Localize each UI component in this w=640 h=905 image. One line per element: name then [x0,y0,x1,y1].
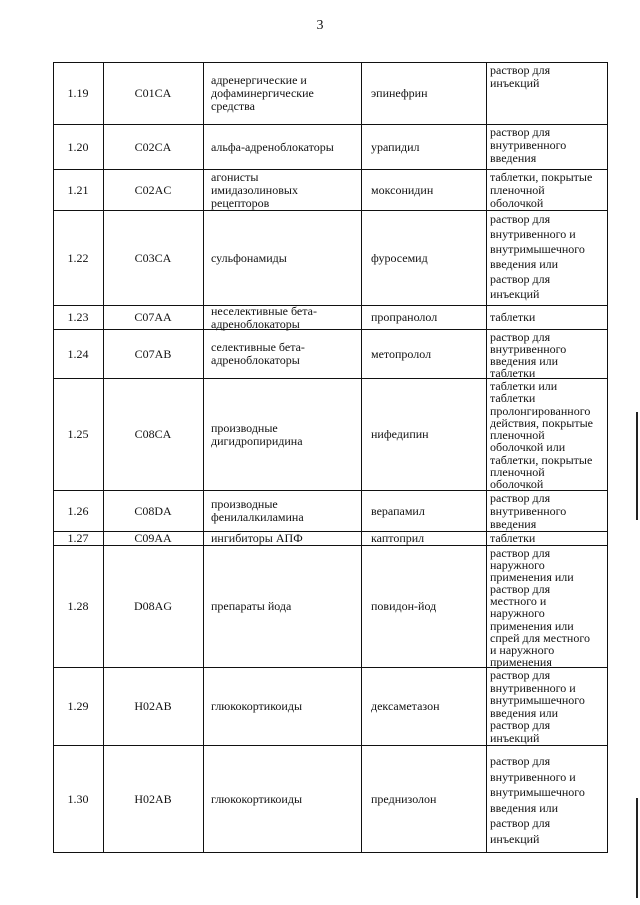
drug-name: каптоприл [371,531,425,545]
dosage-form: раствор для внутривенного введения или таблетки [490,330,567,380]
drug-name: нифедипин [371,427,429,441]
dosage-form: раствор для внутривенного и внутримышечного введения или раствор для инъекций [490,754,585,846]
drug-group: ингибиторы АПФ [211,531,303,545]
drug-name: повидон-йод [371,599,437,613]
atc-code: H02AB [134,792,172,806]
row-number: 1.29 [67,699,89,713]
drug-name: дексаметазон [371,699,440,713]
drug-group: производные дигидропиридина [211,420,303,448]
scan-edge-mark [636,412,638,520]
atc-code: C02AC [134,182,172,197]
dosage-form: раствор для инъекций [490,63,551,90]
drug-name: фуросемид [371,250,428,265]
drug-group: сульфонамиды [211,250,287,265]
atc-code: C08CA [134,427,172,441]
atc-code: C07AB [134,346,172,361]
dosage-form: раствор для внутривенного введения [490,125,567,165]
drug-group: глюкокортикоиды [211,792,303,806]
dosage-form: раствор для наружного применения или раствор для местного и наружного применения или спрей для местного и наружного применения [490,546,590,669]
drug-name: урапидил [371,139,420,154]
dosage-form: таблетки или таблетки пролонгированного действия, покрытые пленочной оболочкой или таблетки, покрытые пленочной оболочкой [490,379,593,492]
drug-name: метопролол [371,346,432,361]
dosage-form: раствор для внутривенного и внутримышечного введения или раствор для инъекций [490,668,585,745]
drug-name: преднизолон [371,792,437,806]
table-row [53,169,608,210]
table-row [53,490,608,531]
row-number: 1.27 [67,531,89,545]
table-row [53,210,608,305]
page-number: 3 [316,18,324,33]
table-row [53,667,608,745]
drug-group: альфа-адреноблокаторы [211,139,334,154]
drug-group: препараты йода [211,599,292,613]
table-row [53,124,608,169]
atc-code: H02AB [134,699,172,713]
row-number: 1.25 [67,427,89,441]
table-row [53,745,608,853]
table-row [53,62,608,124]
dosage-form: таблетки [490,310,536,324]
dosage-form: раствор для внутривенного и внутримышечного введения или раствор для инъекций [490,212,585,301]
dosage-form: раствор для внутривенного введения [490,491,567,531]
atc-code: C07AA [134,310,172,324]
row-number: 1.19 [67,86,89,100]
atc-code: C03CA [134,250,172,265]
row-number: 1.22 [67,250,89,265]
dosage-form: таблетки [490,531,536,545]
row-number: 1.20 [67,139,89,154]
drug-group: производные фенилалкиламина [211,497,304,524]
dosage-form: таблетки, покрытые пленочной оболочкой [490,170,593,210]
atc-code: C02CA [134,139,172,154]
row-number: 1.28 [67,599,89,613]
drug-group: неселективные бета- адреноблокаторы [211,303,317,331]
table-row [53,329,608,378]
drug-name: моксонидин [371,182,434,197]
row-number: 1.23 [67,310,89,324]
table-row [53,531,608,545]
atc-code: D08AG [134,599,172,613]
row-number: 1.24 [67,346,89,361]
drug-group: глюкокортикоиды [211,699,303,713]
drug-name: эпинефрин [371,86,428,100]
drug-name: верапамил [371,503,425,518]
row-number: 1.26 [67,503,89,518]
drug-group: адренергические и дофаминергические средства [211,73,314,113]
table-row [53,378,608,490]
drug-group: селективные бета- адреноблокаторы [211,340,305,367]
row-number: 1.21 [67,182,89,197]
atc-code: C09AA [134,531,172,545]
scan-edge-mark [636,798,638,898]
atc-code: C08DA [134,503,172,518]
drug-group: агонисты имидазолиновых рецепторов [211,169,298,210]
table-row [53,305,608,329]
table-row [53,545,608,667]
atc-code: C01CA [134,86,172,100]
drug-name: пропранолол [371,310,438,324]
row-number: 1.30 [67,792,89,806]
